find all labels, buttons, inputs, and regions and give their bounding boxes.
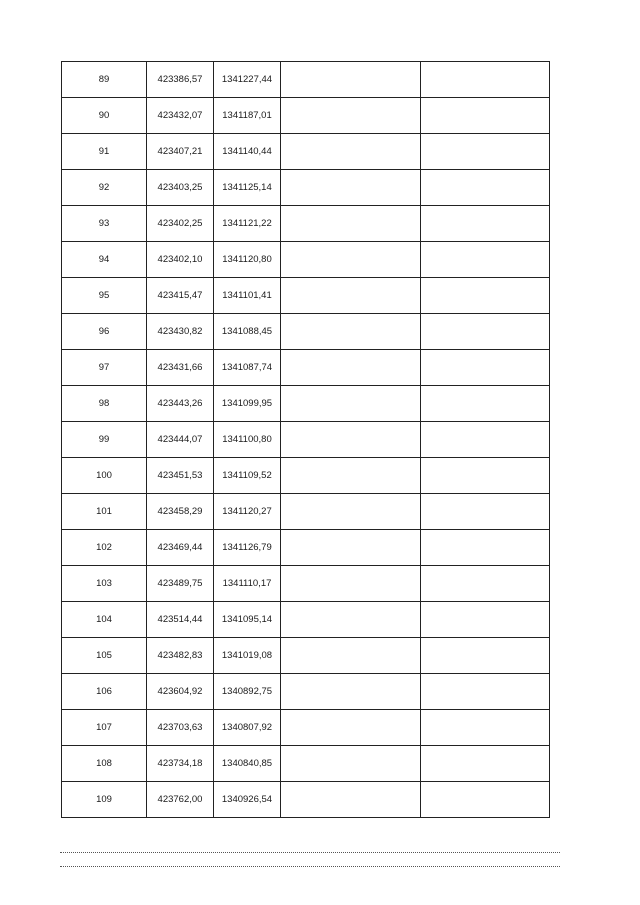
empty-cell <box>281 746 421 782</box>
table-row <box>62 494 550 530</box>
empty-cell <box>281 710 421 746</box>
empty-cell <box>421 458 550 494</box>
empty-cell <box>421 350 550 386</box>
x-coordinate-cell: 423482,83 <box>147 638 214 674</box>
point-number-cell: 96 <box>62 314 147 350</box>
dotted-separator-line <box>60 866 560 867</box>
empty-cell <box>281 134 421 170</box>
y-coordinate-cell: 1341120,80 <box>214 242 281 278</box>
empty-cell <box>281 62 421 98</box>
table-row <box>62 242 550 278</box>
point-number-cell: 103 <box>62 566 147 602</box>
point-number-cell: 102 <box>62 530 147 566</box>
y-coordinate-cell: 1341187,01 <box>214 98 281 134</box>
x-coordinate-cell: 423430,82 <box>147 314 214 350</box>
table-row <box>62 638 550 674</box>
dotted-separator-line <box>60 852 560 853</box>
empty-cell <box>281 242 421 278</box>
empty-cell <box>421 98 550 134</box>
y-coordinate-cell: 1341087,74 <box>214 350 281 386</box>
empty-cell <box>281 782 421 818</box>
y-coordinate-cell: 1341099,95 <box>214 386 281 422</box>
empty-cell <box>421 746 550 782</box>
x-coordinate-cell: 423444,07 <box>147 422 214 458</box>
empty-cell <box>421 386 550 422</box>
table-row <box>62 566 550 602</box>
empty-cell <box>281 602 421 638</box>
x-coordinate-cell: 423451,53 <box>147 458 214 494</box>
empty-cell <box>281 638 421 674</box>
empty-cell <box>421 170 550 206</box>
point-number-cell: 99 <box>62 422 147 458</box>
empty-cell <box>421 422 550 458</box>
table-row <box>62 98 550 134</box>
empty-cell <box>421 638 550 674</box>
point-number-cell: 98 <box>62 386 147 422</box>
empty-cell <box>421 242 550 278</box>
empty-cell <box>281 494 421 530</box>
point-number-cell: 106 <box>62 674 147 710</box>
coordinates-table <box>61 61 550 818</box>
empty-cell <box>281 278 421 314</box>
table-row <box>62 62 550 98</box>
empty-cell <box>281 422 421 458</box>
y-coordinate-cell: 1341227,44 <box>214 62 281 98</box>
x-coordinate-cell: 423489,75 <box>147 566 214 602</box>
table-row <box>62 386 550 422</box>
x-coordinate-cell: 423734,18 <box>147 746 214 782</box>
table-row <box>62 422 550 458</box>
empty-cell <box>421 710 550 746</box>
empty-cell <box>281 566 421 602</box>
y-coordinate-cell: 1341140,44 <box>214 134 281 170</box>
point-number-cell: 100 <box>62 458 147 494</box>
x-coordinate-cell: 423762,00 <box>147 782 214 818</box>
point-number-cell: 93 <box>62 206 147 242</box>
x-coordinate-cell: 423514,44 <box>147 602 214 638</box>
empty-cell <box>421 134 550 170</box>
table-row <box>62 278 550 314</box>
y-coordinate-cell: 1340807,92 <box>214 710 281 746</box>
table-row <box>62 530 550 566</box>
empty-cell <box>421 278 550 314</box>
y-coordinate-cell: 1341100,80 <box>214 422 281 458</box>
table-row <box>62 746 550 782</box>
point-number-cell: 95 <box>62 278 147 314</box>
table-row <box>62 350 550 386</box>
table-row <box>62 170 550 206</box>
y-coordinate-cell: 1341110,17 <box>214 566 281 602</box>
empty-cell <box>421 530 550 566</box>
point-number-cell: 90 <box>62 98 147 134</box>
y-coordinate-cell: 1340840,85 <box>214 746 281 782</box>
y-coordinate-cell: 1341125,14 <box>214 170 281 206</box>
x-coordinate-cell: 423703,63 <box>147 710 214 746</box>
empty-cell <box>421 206 550 242</box>
y-coordinate-cell: 1341120,27 <box>214 494 281 530</box>
x-coordinate-cell: 423469,44 <box>147 530 214 566</box>
x-coordinate-cell: 423443,26 <box>147 386 214 422</box>
point-number-cell: 108 <box>62 746 147 782</box>
empty-cell <box>421 674 550 710</box>
empty-cell <box>421 566 550 602</box>
empty-cell <box>421 62 550 98</box>
y-coordinate-cell: 1341095,14 <box>214 602 281 638</box>
empty-cell <box>421 314 550 350</box>
table-row <box>62 782 550 818</box>
point-number-cell: 105 <box>62 638 147 674</box>
point-number-cell: 97 <box>62 350 147 386</box>
empty-cell <box>281 170 421 206</box>
y-coordinate-cell: 1341121,22 <box>214 206 281 242</box>
empty-cell <box>281 350 421 386</box>
empty-cell <box>281 314 421 350</box>
point-number-cell: 94 <box>62 242 147 278</box>
x-coordinate-cell: 423402,10 <box>147 242 214 278</box>
empty-cell <box>421 494 550 530</box>
x-coordinate-cell: 423402,25 <box>147 206 214 242</box>
empty-cell <box>421 602 550 638</box>
x-coordinate-cell: 423386,57 <box>147 62 214 98</box>
table-row <box>62 134 550 170</box>
empty-cell <box>281 206 421 242</box>
point-number-cell: 107 <box>62 710 147 746</box>
point-number-cell: 109 <box>62 782 147 818</box>
empty-cell <box>281 98 421 134</box>
x-coordinate-cell: 423458,29 <box>147 494 214 530</box>
table-row <box>62 314 550 350</box>
table-row <box>62 206 550 242</box>
table-row <box>62 674 550 710</box>
empty-cell <box>281 530 421 566</box>
x-coordinate-cell: 423407,21 <box>147 134 214 170</box>
table-row <box>62 710 550 746</box>
point-number-cell: 89 <box>62 62 147 98</box>
x-coordinate-cell: 423432,07 <box>147 98 214 134</box>
table-row <box>62 458 550 494</box>
empty-cell <box>281 674 421 710</box>
table-row <box>62 602 550 638</box>
empty-cell <box>281 386 421 422</box>
y-coordinate-cell: 1341019,08 <box>214 638 281 674</box>
x-coordinate-cell: 423431,66 <box>147 350 214 386</box>
point-number-cell: 92 <box>62 170 147 206</box>
empty-cell <box>421 782 550 818</box>
point-number-cell: 101 <box>62 494 147 530</box>
x-coordinate-cell: 423415,47 <box>147 278 214 314</box>
x-coordinate-cell: 423604,92 <box>147 674 214 710</box>
x-coordinate-cell: 423403,25 <box>147 170 214 206</box>
y-coordinate-cell: 1341126,79 <box>214 530 281 566</box>
y-coordinate-cell: 1341088,45 <box>214 314 281 350</box>
y-coordinate-cell: 1341101,41 <box>214 278 281 314</box>
empty-cell <box>281 458 421 494</box>
y-coordinate-cell: 1341109,52 <box>214 458 281 494</box>
y-coordinate-cell: 1340926,54 <box>214 782 281 818</box>
y-coordinate-cell: 1340892,75 <box>214 674 281 710</box>
point-number-cell: 91 <box>62 134 147 170</box>
point-number-cell: 104 <box>62 602 147 638</box>
coordinates-table-body <box>62 62 550 818</box>
